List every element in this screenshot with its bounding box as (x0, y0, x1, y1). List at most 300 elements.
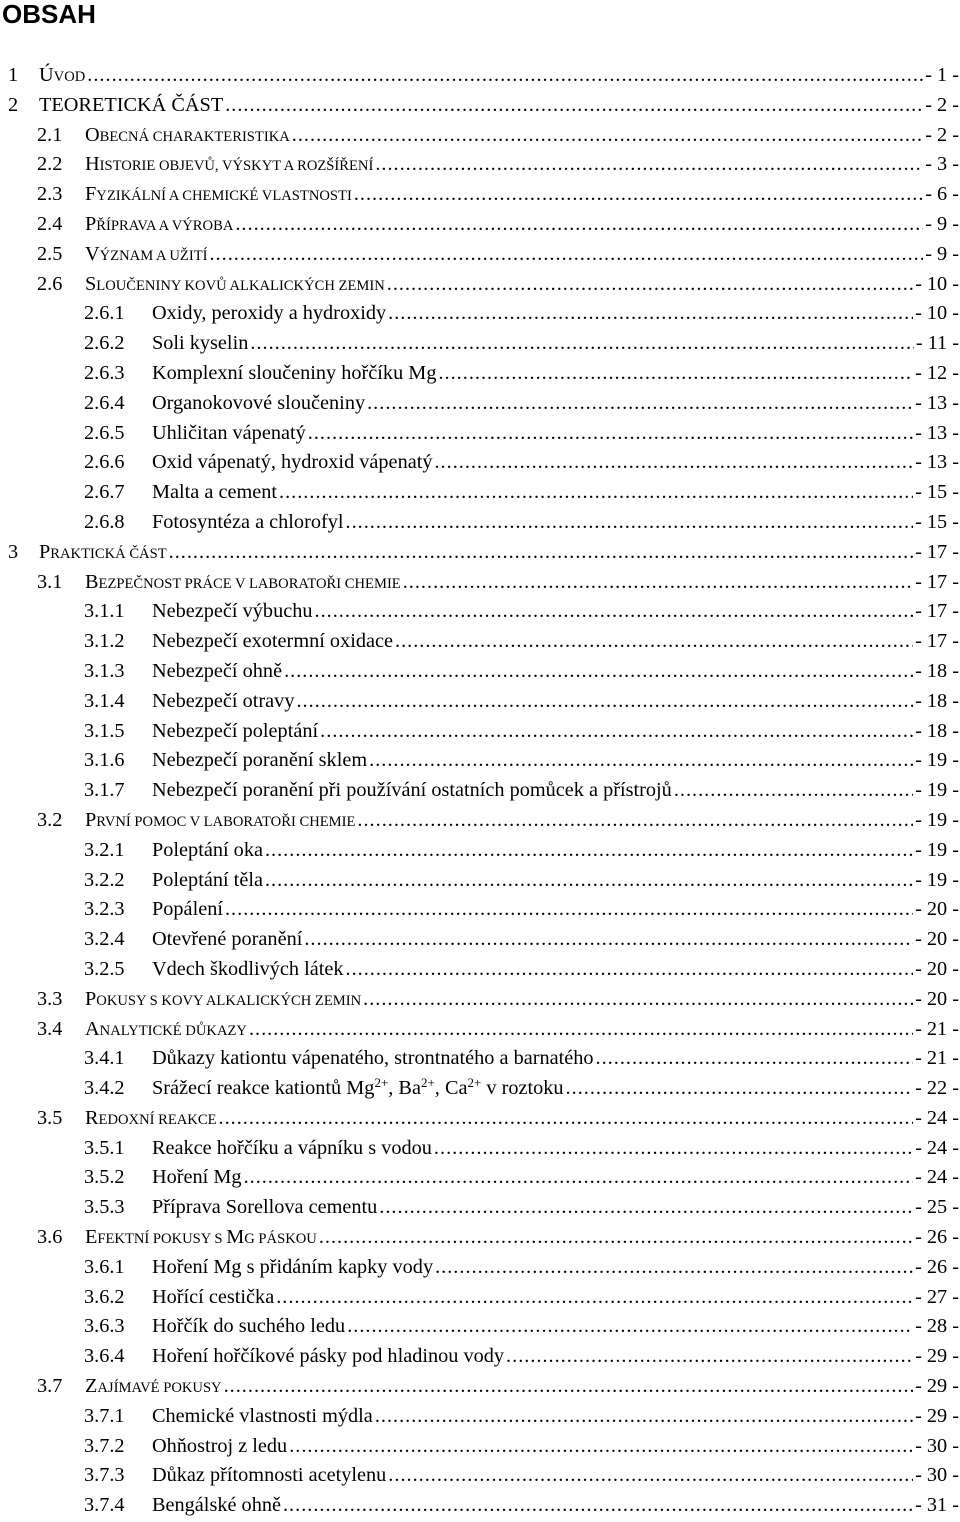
toc-entry-number: 3.1.6 (84, 749, 125, 772)
toc-entry-page: - 30 - (915, 1434, 959, 1457)
toc-entry-page: - 20 - (915, 928, 959, 951)
title-part: Příprava Sorellova cementu (152, 1196, 378, 1219)
dot-leader (434, 448, 913, 478)
toc-entry-number: 3 (8, 540, 19, 563)
toc-entry-title (152, 389, 365, 419)
dot-leader (346, 955, 914, 985)
toc-entry-number: 3.2.2 (84, 868, 125, 891)
toc-entry-title (152, 627, 393, 657)
toc-entry[interactable] (0, 448, 960, 478)
dot-leader (284, 657, 913, 687)
toc-entry-title (85, 1104, 217, 1136)
toc-entry[interactable] (0, 508, 960, 538)
toc-entry-title (85, 121, 290, 153)
toc-entry[interactable] (0, 687, 960, 717)
toc-entry-title (152, 746, 367, 776)
title-part: Uhličitan vápenatý (152, 421, 306, 444)
dot-leader (387, 270, 913, 300)
toc-entry-number: 3.7.4 (84, 1494, 125, 1517)
toc-entry-number: 2.6.4 (84, 391, 125, 414)
toc-entry[interactable] (0, 270, 960, 300)
toc-entry[interactable] (0, 925, 960, 955)
title-part: Chemické vlastnosti mýdla (152, 1404, 373, 1427)
toc-entry-page: - 15 - (915, 481, 959, 504)
dot-leader (308, 419, 913, 449)
toc-entry[interactable] (0, 1134, 960, 1164)
toc-entry-title (85, 806, 355, 838)
toc-entry[interactable] (0, 359, 960, 389)
toc-entry-title (152, 925, 302, 955)
toc-entry[interactable] (0, 1461, 960, 1491)
toc-entry[interactable] (0, 299, 960, 329)
title-part: E (85, 1226, 98, 1249)
title-part: Důkazy kationtu vápenatého, strontnatého a barnatého (152, 1047, 594, 1070)
toc-entry[interactable] (0, 1432, 960, 1462)
title-part: FEKTNÍ POKUSY S (97, 1231, 227, 1248)
title-part: Důkaz přítomnosti acetylenu (152, 1464, 387, 1487)
toc-entry-number: 3.2.4 (84, 928, 125, 951)
toc-entry[interactable] (0, 180, 960, 210)
dot-leader (388, 1461, 913, 1491)
title-part: Nebezpečí poleptání (152, 719, 319, 742)
toc-entry-number: 3.6.4 (84, 1345, 125, 1368)
table-of-contents (0, 61, 960, 1521)
toc-entry-number: 2.2 (37, 153, 63, 176)
toc-entry[interactable] (0, 895, 960, 925)
toc-entry-number: 2.1 (37, 123, 63, 146)
toc-entry-title (152, 866, 263, 896)
toc-entry-title (85, 1372, 222, 1404)
toc-entry-number: 2.6.2 (84, 332, 125, 355)
dot-leader (346, 508, 914, 538)
toc-entry-title (152, 836, 263, 866)
toc-entry-number: 3.5 (37, 1106, 63, 1129)
title-part: Soli kyselin (152, 332, 249, 355)
toc-entry-number: 2.4 (37, 212, 63, 235)
toc-entry-number: 3.7 (37, 1375, 63, 1398)
toc-entry-number: 2.6.6 (84, 451, 125, 474)
dot-leader (265, 836, 913, 866)
title-part: Komplexní sloučeniny hořčíku Mg (152, 361, 437, 384)
toc-entry-page: - 20 - (915, 957, 959, 980)
toc-entry[interactable] (0, 1402, 960, 1432)
dot-leader (367, 389, 913, 419)
toc-entry[interactable] (0, 1342, 960, 1372)
toc-entry-title (85, 240, 207, 272)
toc-entry-title (152, 955, 344, 985)
toc-entry-page: - 9 - (925, 242, 959, 265)
title-part: RAKTICKÁ ČÁST (50, 545, 167, 562)
toc-entry-page: - 9 - (925, 212, 959, 235)
superscript: 2+ (374, 1075, 389, 1091)
toc-entry-number: 3.5.2 (84, 1166, 125, 1189)
toc-entry-number: 3.4 (37, 1017, 63, 1040)
toc-entry-page: - 19 - (915, 868, 959, 891)
toc-entry-number: 2.6.7 (84, 481, 125, 504)
toc-entry-page: - 19 - (915, 749, 959, 772)
dot-leader (169, 538, 913, 568)
title-part: Poleptání oka (152, 838, 263, 861)
dot-leader (566, 1074, 914, 1104)
toc-entry-title (85, 270, 385, 302)
title-part: A (85, 1017, 100, 1040)
toc-entry-title (152, 1253, 433, 1283)
toc-entry[interactable] (0, 1491, 960, 1521)
toc-entry-title (39, 61, 85, 93)
toc-entry[interactable] (0, 1223, 960, 1253)
toc-entry-number: 3.1.4 (84, 689, 125, 712)
toc-entry-number: 3.2.3 (84, 898, 125, 921)
toc-entry[interactable] (0, 419, 960, 449)
toc-entry[interactable] (0, 776, 960, 806)
toc-entry-number: 1 (8, 64, 19, 86)
toc-entry-number: 3.1.1 (84, 600, 125, 623)
toc-entry-title (152, 717, 318, 747)
dot-leader (225, 895, 913, 925)
title-part: Hoření Mg s přidáním kapky vody (152, 1255, 434, 1278)
toc-entry-page: - 12 - (915, 361, 959, 384)
toc-entry-page: - 26 - (915, 1226, 959, 1249)
title-part: P (85, 987, 97, 1010)
toc-entry[interactable] (0, 1074, 960, 1104)
superscript: 2+ (420, 1075, 435, 1091)
toc-entry-number: 2.6.5 (84, 421, 125, 444)
toc-entry-title (152, 1402, 373, 1432)
dot-leader (320, 717, 913, 747)
toc-entry[interactable] (0, 568, 960, 598)
title-part: ÝZNAM A UŽITÍ (99, 247, 208, 264)
toc-entry[interactable] (0, 657, 960, 687)
dot-leader (304, 925, 913, 955)
title-part: Srážecí reakce kationtů Mg (152, 1077, 375, 1100)
toc-entry[interactable] (0, 538, 960, 568)
toc-entry-page: - 18 - (915, 719, 959, 742)
toc-entry[interactable] (0, 1253, 960, 1283)
toc-entry-page: - 13 - (915, 451, 959, 474)
title-part: P (85, 212, 97, 235)
toc-entry-number: 2.3 (37, 183, 63, 206)
toc-entry-title (39, 538, 167, 570)
dot-leader (388, 299, 913, 329)
toc-entry-number: 3.6.1 (84, 1255, 125, 1278)
title-part: H (85, 153, 100, 176)
toc-entry[interactable] (0, 1193, 960, 1223)
dot-leader (276, 1283, 913, 1313)
toc-entry-title (85, 150, 373, 182)
toc-entry[interactable] (0, 1372, 960, 1402)
toc-entry[interactable] (0, 329, 960, 359)
dot-leader (435, 1253, 913, 1283)
title-part: Nebezpečí výbuchu (152, 600, 313, 623)
toc-entry[interactable] (0, 91, 960, 121)
dot-leader (87, 61, 923, 91)
title-part: , Ba (388, 1077, 421, 1100)
dot-leader (674, 776, 913, 806)
dot-leader (379, 1193, 913, 1223)
toc-entry-title (85, 210, 233, 242)
toc-entry-title (152, 597, 313, 627)
toc-entry-page: - 18 - (915, 659, 959, 682)
title-part: Nebezpečí otravy (152, 689, 295, 712)
dot-leader (354, 180, 923, 210)
toc-entry-title (39, 91, 223, 121)
toc-entry[interactable] (0, 240, 960, 270)
title-part: , Ca (434, 1077, 468, 1100)
title-part: ŘÍPRAVA A VÝROBA (96, 217, 234, 234)
title-part: P (85, 808, 97, 831)
toc-entry[interactable] (0, 121, 960, 151)
toc-entry-number: 3.5.3 (84, 1196, 125, 1219)
toc-entry-page: - 2 - (925, 93, 959, 116)
toc-entry-title (152, 1312, 345, 1342)
title-part: ISTORIE OBJEVŮ, VÝSKYT A ROZŠÍŘENÍ (99, 158, 374, 175)
title-part: Organokovové sloučeniny (152, 391, 366, 414)
toc-entry-number: 3.1.7 (84, 779, 125, 802)
toc-entry-number: 3.7.1 (84, 1404, 125, 1427)
title-part: Oxid vápenatý, hydroxid vápenatý (152, 451, 433, 474)
toc-entry[interactable] (0, 836, 960, 866)
toc-entry-number: 3.7.3 (84, 1464, 125, 1487)
title-part: Poleptání těla (152, 868, 263, 891)
title-part: Oxidy, peroxidy a hydroxidy (152, 302, 387, 325)
toc-entry-title (152, 478, 277, 508)
dot-leader (249, 1015, 913, 1045)
toc-entry-title (85, 1223, 317, 1255)
dot-leader (289, 1432, 913, 1462)
title-part: Ú (39, 64, 54, 86)
toc-entry[interactable] (0, 1163, 960, 1193)
title-part: Ohňostroj z ledu (152, 1434, 288, 1457)
toc-entry-page: - 3 - (925, 153, 959, 176)
toc-entry-number: 2.6 (37, 272, 63, 295)
title-part: TEORETICKÁ ČÁST (39, 93, 224, 116)
toc-entry-page: - 29 - (915, 1375, 959, 1398)
dot-leader (596, 1044, 914, 1074)
toc-entry-number: 3.2 (37, 808, 63, 831)
toc-entry-page: - 24 - (915, 1166, 959, 1189)
dot-leader (438, 359, 913, 389)
title-part: Nebezpečí ohně (152, 659, 283, 682)
dot-leader (225, 91, 923, 121)
title-part: Otevřené poranění (152, 928, 303, 951)
toc-entry[interactable] (0, 627, 960, 657)
toc-entry-page: - 13 - (915, 421, 959, 444)
title-part: v roztoku (481, 1077, 564, 1100)
dot-leader (347, 1312, 913, 1342)
title-part: Hoření hořčíkové pásky pod hladinou vody (152, 1345, 505, 1368)
toc-entry-page: - 17 - (915, 540, 959, 563)
toc-entry-number: 3.6 (37, 1226, 63, 1249)
toc-entry-number: 3.4.2 (84, 1077, 125, 1100)
title-part: Hořící cestička (152, 1285, 275, 1308)
toc-entry-title (85, 1015, 247, 1047)
toc-entry-title (152, 329, 248, 359)
title-part: Vdech škodlivých látek (152, 957, 344, 980)
dot-leader (395, 627, 913, 657)
toc-entry-page: - 19 - (915, 779, 959, 802)
toc-entry[interactable] (0, 955, 960, 985)
toc-entry-page: - 22 - (915, 1077, 959, 1100)
toc-entry-page: - 20 - (915, 987, 959, 1010)
dot-leader (357, 806, 913, 836)
toc-entry[interactable] (0, 1283, 960, 1313)
toc-entry-page: - 13 - (915, 391, 959, 414)
dot-leader (244, 1163, 914, 1193)
toc-entry-number: 3.2.1 (84, 838, 125, 861)
title-part: Bengálské ohně (152, 1494, 281, 1517)
toc-entry-page: - 28 - (915, 1315, 959, 1338)
toc-entry-page: - 31 - (915, 1494, 959, 1517)
dot-leader (265, 866, 913, 896)
toc-entry-page: - 15 - (915, 510, 959, 533)
toc-entry-page: - 30 - (915, 1464, 959, 1487)
toc-entry[interactable] (0, 746, 960, 776)
dot-leader (375, 1402, 913, 1432)
toc-entry-title (152, 1134, 432, 1164)
toc-entry-number: 3.3 (37, 987, 63, 1010)
toc-entry-title (152, 1283, 274, 1313)
title-part: EZPEČNOST PRÁCE V LABORATOŘI CHEMIE (98, 575, 401, 592)
toc-entry-page: - 17 - (915, 570, 959, 593)
title-part: Hořčík do suchého ledu (152, 1315, 346, 1338)
toc-entry-number: 3.7.2 (84, 1434, 125, 1457)
toc-entry[interactable] (0, 1104, 960, 1134)
title-part: P (39, 540, 51, 563)
dot-leader (235, 210, 923, 240)
dot-leader (224, 1372, 913, 1402)
toc-entry[interactable] (0, 806, 960, 836)
title-part: Nebezpečí poranění při používání ostatních pomůcek a přístrojů (152, 779, 672, 802)
dot-leader (279, 478, 913, 508)
title-part: Nebezpečí poranění sklem (152, 749, 368, 772)
toc-entry-page: - 26 - (915, 1255, 959, 1278)
toc-entry-number: 3.2.5 (84, 957, 125, 980)
toc-entry-number: 3.1 (37, 570, 63, 593)
title-part: VOD (53, 69, 86, 85)
toc-entry-number: 3.5.1 (84, 1136, 125, 1159)
title-part: R (85, 1106, 99, 1129)
dot-leader (219, 1104, 914, 1134)
toc-entry[interactable] (0, 1044, 960, 1074)
toc-entry-title (152, 895, 223, 925)
dot-leader (250, 329, 913, 359)
toc-entry-page: - 24 - (915, 1106, 959, 1129)
toc-entry-title (152, 448, 432, 478)
toc-entry-page: - 19 - (915, 838, 959, 861)
dot-leader (403, 568, 913, 598)
dot-leader (369, 746, 913, 776)
toc-entry-title (152, 508, 344, 538)
toc-entry-page: - 17 - (915, 630, 959, 653)
toc-entry-page: - 1 - (925, 64, 959, 86)
toc-entry[interactable] (0, 61, 960, 91)
toc-entry-title (152, 419, 306, 449)
toc-entry-title (85, 180, 352, 212)
superscript: 2+ (467, 1075, 482, 1091)
toc-entry-number: 3.6.2 (84, 1285, 125, 1308)
toc-entry[interactable] (0, 597, 960, 627)
toc-entry-page: - 27 - (915, 1285, 959, 1308)
title-part: V (85, 242, 100, 265)
title-part: Z (85, 1375, 98, 1398)
toc-entry-page: - 17 - (915, 600, 959, 623)
toc-entry-page: - 10 - (915, 272, 959, 295)
toc-entry-title (152, 1461, 386, 1491)
toc-entry-number: 2.6.3 (84, 361, 125, 384)
title-part: EDOXNÍ REAKCE (98, 1111, 217, 1128)
toc-entry-page: - 6 - (925, 183, 959, 206)
toc-entry[interactable] (0, 210, 960, 240)
dot-leader (283, 1491, 913, 1521)
toc-entry-page: - 29 - (915, 1345, 959, 1368)
title-part: Hoření Mg (152, 1166, 242, 1189)
toc-entry[interactable] (0, 389, 960, 419)
toc-entry[interactable] (0, 866, 960, 896)
toc-entry-title (152, 1491, 281, 1521)
dot-leader (292, 121, 923, 151)
toc-entry-title (152, 359, 436, 389)
toc-entry[interactable] (0, 985, 960, 1015)
toc-entry-page: - 10 - (915, 302, 959, 325)
title-part: G PÁSKOU (244, 1231, 317, 1248)
dot-leader (296, 687, 913, 717)
toc-entry-page: - 20 - (915, 898, 959, 921)
toc-entry-title (152, 687, 294, 717)
toc-entry-number: 3.1.5 (84, 719, 125, 742)
toc-entry[interactable] (0, 1015, 960, 1045)
title-part: Nebezpečí exotermní oxidace (152, 630, 393, 653)
toc-entry-title (152, 657, 282, 687)
toc-entry-title (85, 568, 401, 600)
toc-entry-page: - 29 - (915, 1404, 959, 1427)
toc-entry-page: - 24 - (915, 1136, 959, 1159)
title-part: OKUSY S KOVY ALKALICKÝCH ZEMIN (96, 992, 362, 1009)
title-part: AJÍMAVÉ POKUSY (97, 1380, 222, 1397)
toc-entry-number: 3.6.3 (84, 1315, 125, 1338)
toc-entry-title (152, 1432, 287, 1462)
toc-entry-page: - 2 - (925, 123, 959, 146)
toc-entry[interactable] (0, 717, 960, 747)
title-part: O (85, 123, 100, 146)
toc-entry-title (85, 985, 361, 1017)
toc-entry-page: - 25 - (915, 1196, 959, 1219)
dot-leader (209, 240, 923, 270)
dot-leader (434, 1134, 913, 1164)
title-part: YZIKÁLNÍ A CHEMICKÉ VLASTNOSTI (96, 188, 352, 205)
toc-entry-number: 2.5 (37, 242, 63, 265)
toc-entry-number: 3.1.3 (84, 659, 125, 682)
title-part: Fotosyntéza a chlorofyl (152, 510, 344, 533)
title-part: F (85, 183, 97, 206)
toc-entry-page: - 19 - (915, 808, 959, 831)
title-part: BECNÁ CHARAKTERISTIKA (99, 128, 290, 145)
dot-leader (506, 1342, 913, 1372)
dot-leader (375, 150, 923, 180)
title-part: LOUČENINY KOVŮ ALKALICKÝCH ZEMIN (96, 277, 385, 294)
title-part: NALYTICKÉ DŮKAZY (99, 1022, 247, 1039)
toc-entry-number: 3.4.1 (84, 1047, 125, 1070)
toc-entry[interactable] (0, 478, 960, 508)
dot-leader (363, 985, 913, 1015)
toc-entry-title (152, 776, 672, 806)
toc-entry[interactable] (0, 150, 960, 180)
toc-entry-page: - 18 - (915, 689, 959, 712)
title-part: B (85, 570, 99, 593)
toc-entry-number: 2 (8, 93, 19, 116)
toc-entry-page: - 11 - (915, 332, 959, 355)
title-part: Reakce hořčíku a vápníku s vodou (152, 1136, 432, 1159)
toc-entry[interactable] (0, 1312, 960, 1342)
